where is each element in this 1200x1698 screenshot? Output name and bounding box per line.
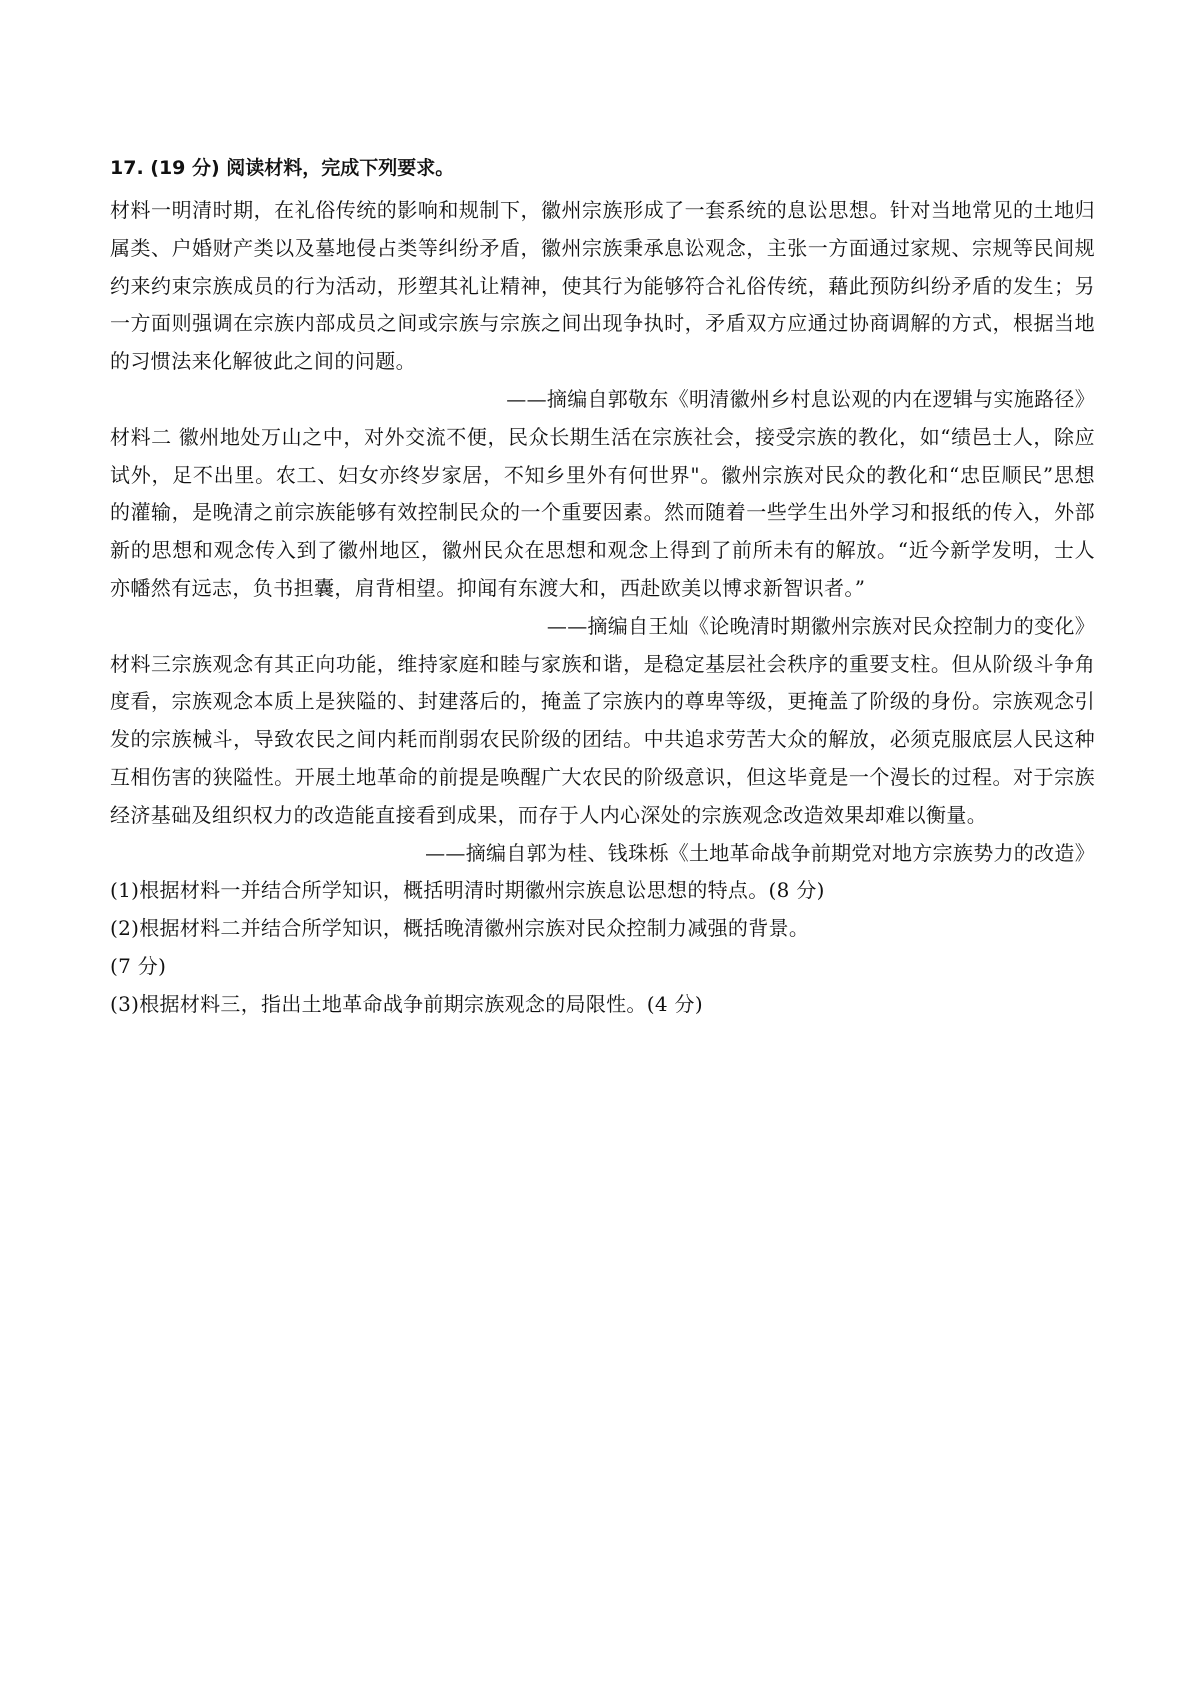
question-heading: 17. (19 分) 阅读材料，完成下列要求。 [110,157,455,179]
exam-question [110,154,1095,1024]
sub-question-2-score: (7 分) [110,953,167,978]
material-two-source: ——摘编自王灿《论晚清时期徽州宗族对民众控制力的变化》 [546,613,1095,638]
sub-question-3: (3)根据材料三，指出土地革命战争前期宗族观念的局限性。(4 分) [110,991,703,1016]
material-one-text: 材料一明清时期，在礼俗传统的影响和规制下，徽州宗族形成了一套系统的息讼思想。针对当地常见的土地归属类、户婚财产类以及墓地侵占类等纠纷矛盾，徽州宗族秉承息讼观念，主张一方面通过家规、宗规等民间规约来约束宗族成员的行为活动，形塑其礼让精神，使其行为能够符合礼俗传统，藉此预防纠纷矛盾的发生；另一方面则强调在宗族内部成员之间或宗族与宗族之间出现争执时，矛盾双方应通过协商调解的方式，根据当地的习惯法来化解彼此之间的问题。 [110,198,1095,374]
material-two-text: 材料二 徽州地处万山之中，对外交流不便，民众长期生活在宗族社会，接受宗族的教化，如“绩邑士人，除应试外，足不出里。农工、妇女亦终岁家居，不知乡里外有何世界"。徽州宗族对民众的教化和“忠臣顺民”思想的灌输，是晚清之前宗族能够有效控制民众的一个重要因素。然而随着一些学生出外学习和报纸的传入，外部新的思想和观念传入到了徽州地区，徽州民众在思想和观念上得到了前所未有的解放。“近今新学发明，士人亦幡然有远志，负书担囊，肩背相望。抑闻有东渡大和，西赴欧美以博求新智识者。” [110,424,1095,600]
sub-question-2: (2)根据材料二并结合所学知识，概括晚清徽州宗族对民众控制力减强的背景。 [110,916,810,941]
sub-question-1: (1)根据材料一并结合所学知识，概括明清时期徽州宗族息讼思想的特点。(8 分) [110,878,825,903]
material-three-text: 材料三宗族观念有其正向功能，维持家庭和睦与家族和谐，是稳定基层社会秩序的重要支柱。但从阶级斗争角度看，宗族观念本质上是狭隘的、封建落后的，掩盖了宗族内的尊卑等级，更掩盖了阶级的身份。宗族观念引发的宗族械斗，导致农民之间内耗而削弱农民阶级的团结。中共追求劳苦大众的解放，必须克服底层人民这种互相伤害的狭隘性。开展土地革命的前提是唤醒广大农民的阶级意识，但这毕竟是一个漫长的过程。对于宗族经济基础及组织权力的改造能直接看到成果，而存于人内心深处的宗族观念改造效果却难以衡量。 [110,651,1095,827]
material-one-source: ——摘编自郭敬东《明清徽州乡村息讼观的内在逻辑与实施路径》 [506,386,1095,411]
material-three-source: ——摘编自郭为桂、钱珠栎《土地革命战争前期党对地方宗族势力的改造》 [425,840,1095,865]
